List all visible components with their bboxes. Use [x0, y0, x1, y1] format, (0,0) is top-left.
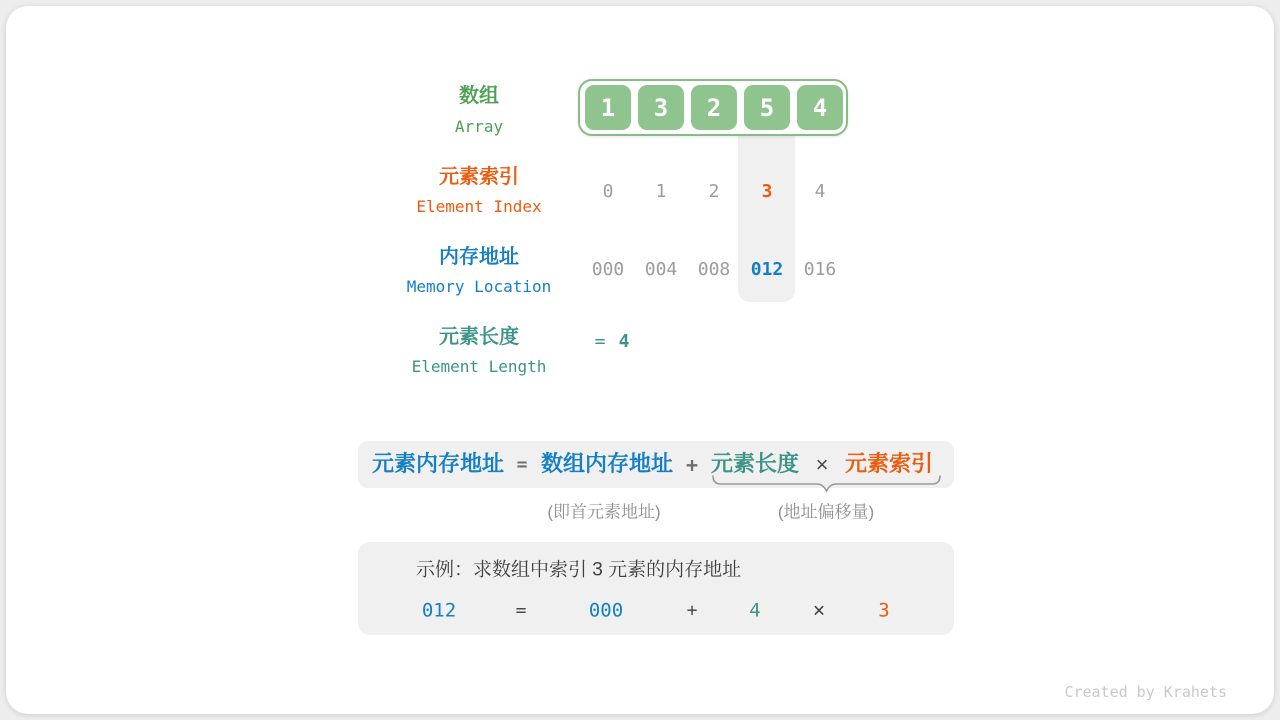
note-address-offset: (地址偏移量): [777, 502, 875, 522]
example-equals-sign: =: [515, 600, 527, 621]
index-label-en: Element Index: [416, 197, 542, 216]
memory-label-en: Memory Location: [406, 277, 552, 296]
index-value-highlighted: 3: [761, 181, 773, 202]
formula-term-array-address: 数组内存地址: [540, 451, 674, 476]
formula-plus-sign: +: [685, 453, 699, 477]
figure-card: [6, 6, 1274, 714]
length-value: 4: [618, 331, 630, 352]
formula-term-element-address: 元素内存地址: [371, 451, 505, 476]
memory-value: 016: [803, 259, 837, 280]
index-value: 0: [602, 181, 614, 202]
formula-multiply-sign: ×: [815, 452, 829, 477]
formula-term-element-length: 元素长度: [710, 451, 800, 476]
memory-value: 004: [644, 259, 678, 280]
array-cell: 5: [744, 85, 790, 130]
index-label-zh: 元素索引: [439, 166, 519, 188]
array-cell: 1: [585, 85, 631, 130]
example-value-base: 000: [588, 599, 624, 622]
example-plus-sign: +: [686, 600, 698, 621]
array-label-zh: 数组: [459, 85, 499, 107]
formula-equals-sign: =: [516, 454, 528, 475]
array-cell: 2: [691, 85, 737, 130]
memory-value-highlighted: 012: [750, 259, 784, 280]
example-value-length: 4: [749, 599, 761, 622]
example-value-result: 012: [421, 599, 457, 622]
array-cell: 4: [797, 85, 843, 130]
array-label-en: Array: [454, 117, 504, 136]
memory-label-zh: 内存地址: [439, 246, 519, 268]
length-equals-sign: =: [594, 331, 606, 352]
formula-term-element-index: 元素索引: [844, 451, 934, 476]
example-title: 示例：求数组中索引 3 元素的内存地址: [416, 559, 742, 581]
index-value: 1: [655, 181, 667, 202]
memory-value: 008: [697, 259, 731, 280]
array-cell: 3: [638, 85, 684, 130]
index-value: 4: [814, 181, 826, 202]
example-multiply-sign: ×: [812, 599, 826, 623]
example-value-index: 3: [878, 599, 890, 622]
note-first-element-address: (即首元素地址): [547, 502, 661, 522]
offset-underbrace: [712, 475, 941, 495]
length-label-zh: 元素长度: [439, 326, 519, 348]
index-value: 2: [708, 181, 720, 202]
footer-credit: Created by Krahets: [1064, 683, 1227, 701]
memory-value: 000: [591, 259, 625, 280]
length-label-en: Element Length: [411, 357, 547, 376]
